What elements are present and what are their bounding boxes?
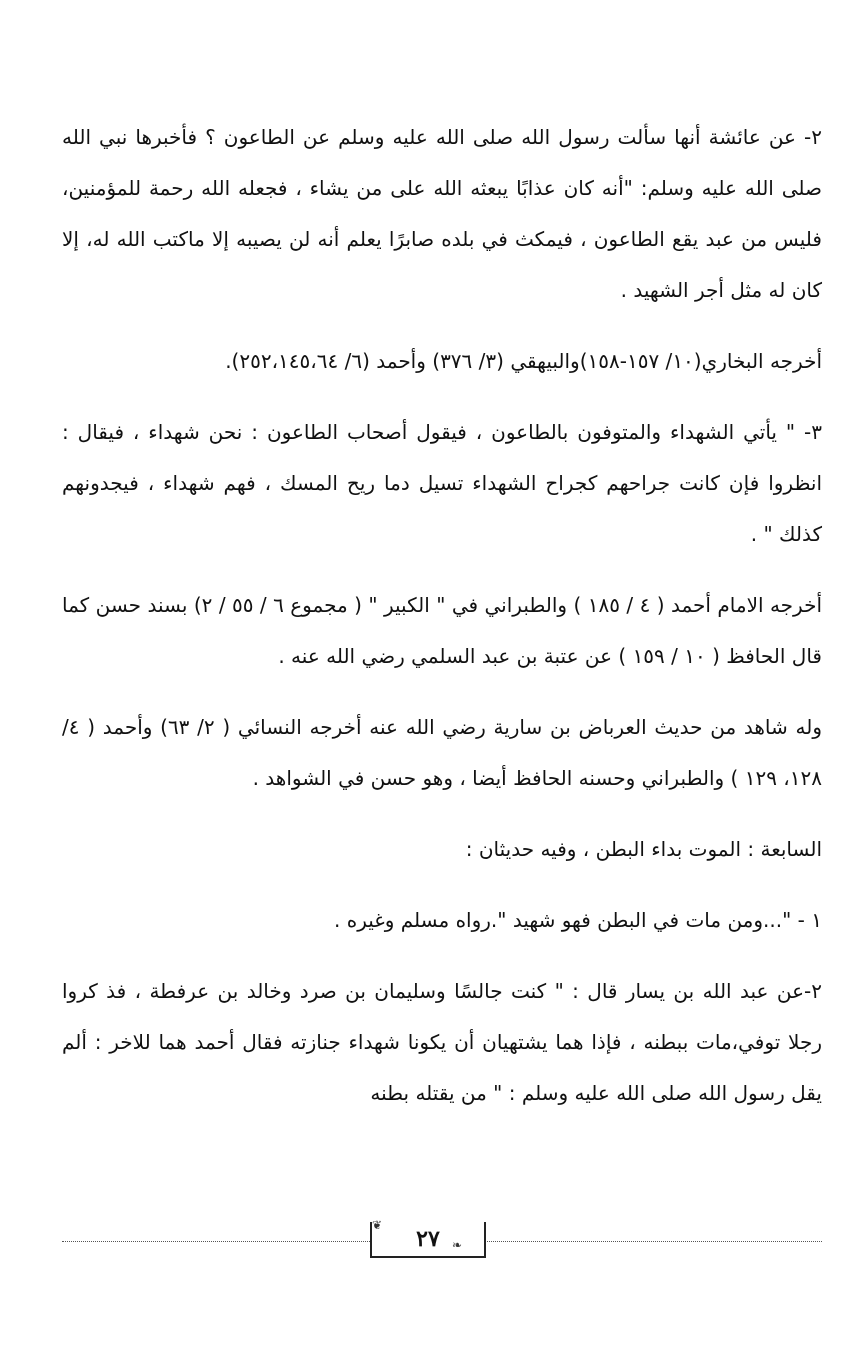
paragraph-hadith-2-belly: ٢-عن عبد الله بن يسار قال : " كنت جالسًا وسليمان بن صرد وخالد بن عرفطة ، فذ كروا رجلا توفي،مات ببطنه ، فإذا هما يشتهيان أن يكونا شهداء جنازته فقال أحمد هما للاخر : ألم يقل رسول الله صلى الله عليه وسلم : " من يقتله بطنه: [62, 979, 822, 1105]
paragraph-hadith-3: ٣- " يأتي الشهداء والمتوفون بالطاعون ، فيقول أصحاب الطاعون : نحن شهداء ، فيقال : انظروا فإن كانت جراحهم كجراح الشهداء تسيل دما ريح المسك ، فهم شهداء ، فيجدونهم كذلك " .: [62, 420, 822, 546]
paragraph-citation-ahmad: أخرجه الامام أحمد ( ٤ / ١٨٥ ) والطبراني في " الكبير " ( مجموع ٦ / ٥٥ / ٢) بسند حسن كما قال الحافظ ( ١٠ / ١٥٩ ) عن عتبة بن عبد السلمي رضي الله عنه .: [62, 593, 822, 668]
paragraph-citation-bukhari: أخرجه البخاري(١٠/ ١٥٧-١٥٨)والبيهقي (٣/ ٣٧٦) وأحمد (٦/ ٢٥٢،١٤٥،٦٤).: [225, 349, 822, 373]
paragraph-supporting-witness: وله شاهد من حديث العرباض بن سارية رضي الله عنه أخرجه النسائي ( ٢/ ٦٣) وأحمد ( ٤/ ١٢٨، ١٢٩ ) والطبراني وحسنه الحافظ أيضا ، وهو حسن في الشواهد .: [62, 715, 822, 790]
ornament-icon: ❦: [372, 1218, 383, 1232]
paragraph-hadith-1-belly: ١ - "...ومن مات في البطن فهو شهيد ".رواه مسلم وغيره .: [334, 908, 822, 932]
page-number: ٢٧: [416, 1226, 440, 1252]
section-heading-seventh: السابعة : الموت بداء البطن ، وفيه حديثان :: [465, 837, 822, 861]
ornament-icon: ❧: [452, 1238, 463, 1252]
page-body: [62, 112, 822, 1139]
paragraph-hadith-2: ٢- عن عائشة أنها سألت رسول الله صلى الله عليه وسلم عن الطاعون ؟ فأخبرها نبي الله صلى الله عليه وسلم: "أنه كان عذابًا يبعثه الله على من يشاء ، فجعله الله رحمة للمؤمنين، فليس من عبد يقع الطاعون ، فيمكث في بلده صابرًا يعلم أنه لن يصيبه إلا ماكتب الله له، إلا كان له مثل أجر الشهيد .: [62, 125, 822, 302]
page-number-frame: [370, 1222, 486, 1258]
